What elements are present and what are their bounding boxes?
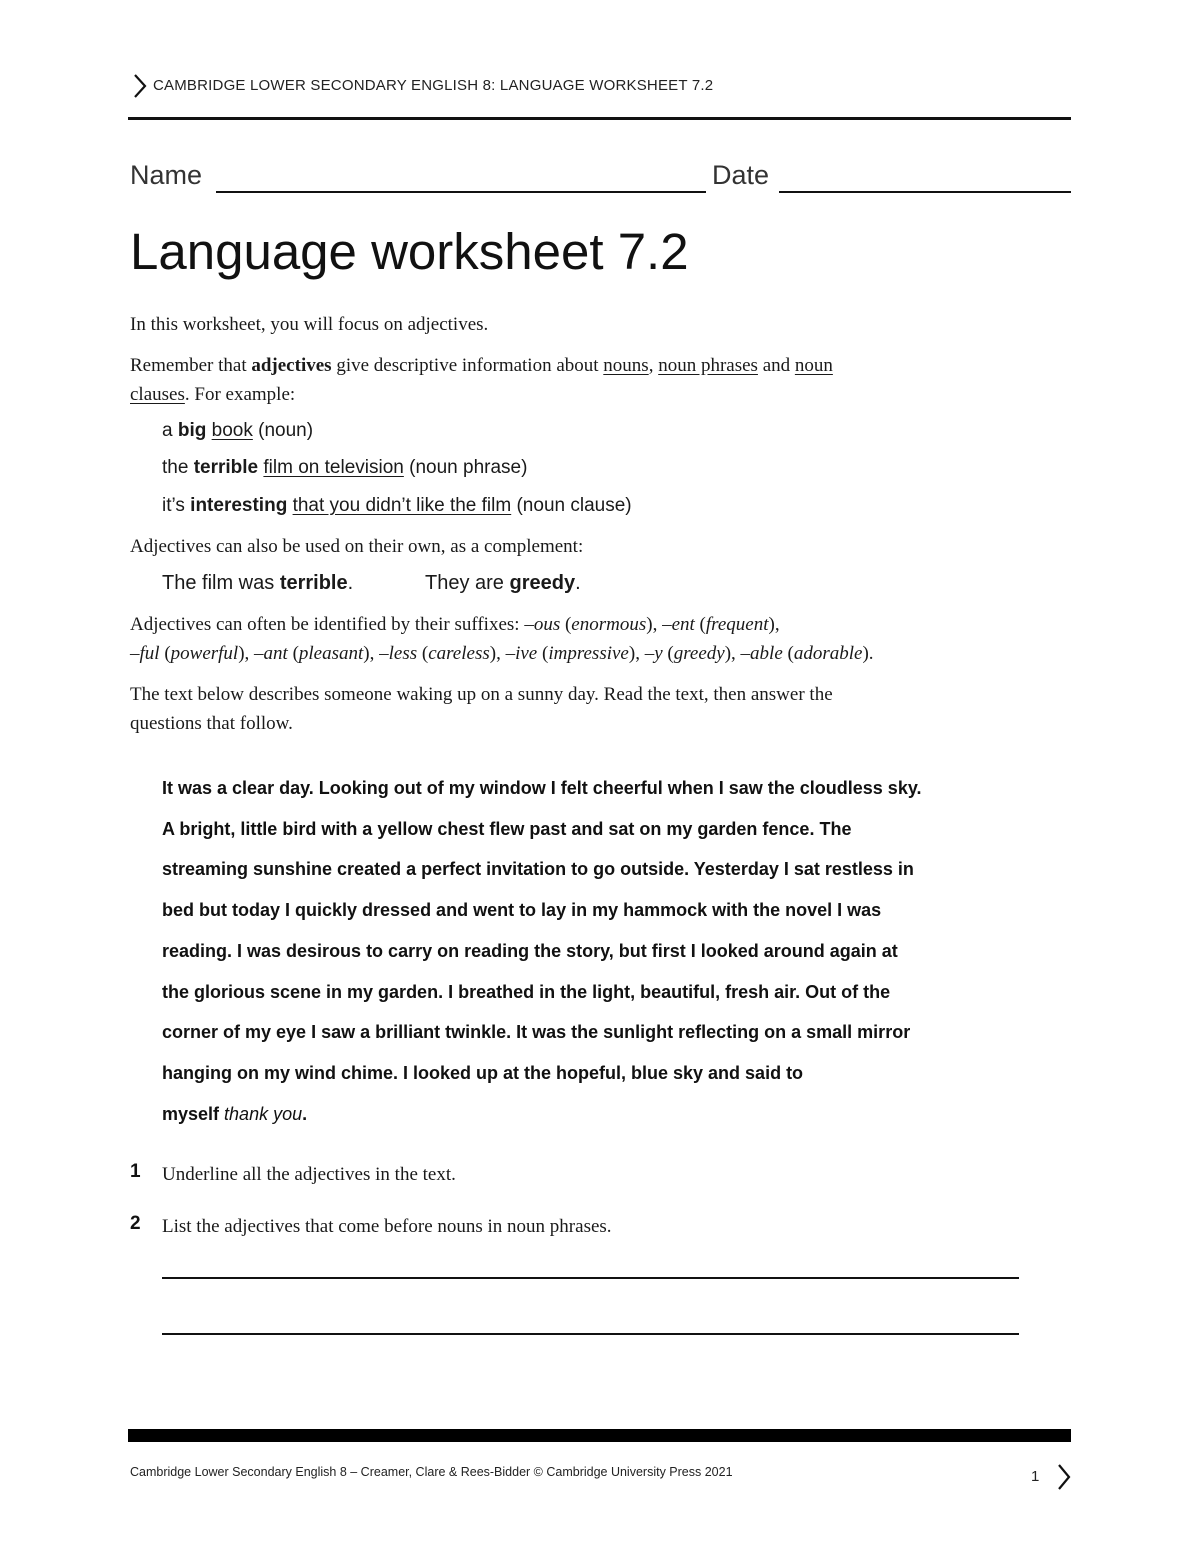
answer-line[interactable] [162,1277,1019,1279]
reading-passage [162,768,1022,1134]
instruction-paragraph: The text below describes someone waking up on a sunny day. Read the text, then answer the questions that follow. [130,684,833,734]
suffix-paragraph: Adjectives can often be identified by their suffixes: –ous (enormous), –ent (frequent), –ful (powerful), –ant (pleasant), –less (careless), –ive (impressive), –y (greedy), –able (adorable). [130,614,874,664]
passage-line: bed but today I quickly dressed and went to lay in my hammock with the novel I was [162,900,882,921]
complement-example: The film was terrible. [162,572,354,594]
footer-citation: Cambridge Lower Secondary English 8 – Creamer, Clare & Rees-Bidder © Cambridge University Press 2021 [130,1465,733,1479]
name-label: Name [130,160,203,190]
date-field[interactable] [779,191,1071,193]
passage-line: hanging on my wind chime. I looked up at the hopeful, blue sky and said to [162,1062,804,1083]
footer-bar [128,1429,1071,1442]
passage-line: corner of my eye I saw a brilliant twinkle. It was the sunlight reflecting on a small mirror [162,1022,911,1043]
question-2 [130,1213,141,1235]
example-line: the terrible film on television (noun phrase) [162,457,528,478]
date-label: Date [712,160,770,190]
chevron-right-icon[interactable] [1052,1462,1074,1492]
complement-example: They are greedy. [425,572,581,594]
question-number: 1 [130,1161,141,1182]
question-text: List the adjectives that come before nouns in noun phrases. [162,1216,612,1237]
example-line: a big book (noun) [162,420,314,441]
passage-line: reading. I was desirous to carry on reading the story, but first I looked around again at [162,940,898,961]
passage-line: myself thank you. [162,1103,308,1124]
name-field[interactable] [216,191,706,193]
chevron-right-icon [128,72,150,100]
page-number: 1 [1031,1468,1040,1485]
header-title: CAMBRIDGE LOWER SECONDARY ENGLISH 8: LANGUAGE WORKSHEET 7.2 [153,77,714,94]
question-text: Underline all the adjectives in the text. [162,1164,456,1185]
header-rule [128,117,1071,120]
question-number: 2 [130,1213,141,1234]
complement-paragraph: Adjectives can also be used on their own, as a complement: [130,536,584,557]
passage-line: the glorious scene in my garden. I breathed in the light, beautiful, fresh air. Out of the [162,981,891,1002]
page-title: Language worksheet 7.2 [130,223,689,280]
passage-line: A bright, little bird with a yellow chest flew past and sat on my garden fence. The [162,818,852,839]
question-1 [130,1161,141,1183]
definition-paragraph: Remember that adjectives give descriptive information about nouns, noun phrases and noun clauses. For example: [130,355,833,405]
intro-paragraph: In this worksheet, you will focus on adjectives. [130,314,489,335]
answer-line[interactable] [162,1333,1019,1335]
passage-line: streaming sunshine created a perfect invitation to go outside. Yesterday I sat restless in [162,859,914,880]
passage-line: It was a clear day. Looking out of my window I felt cheerful when I saw the cloudless sky. [162,778,922,798]
example-line: it’s interesting that you didn’t like the film (noun clause) [162,495,632,516]
